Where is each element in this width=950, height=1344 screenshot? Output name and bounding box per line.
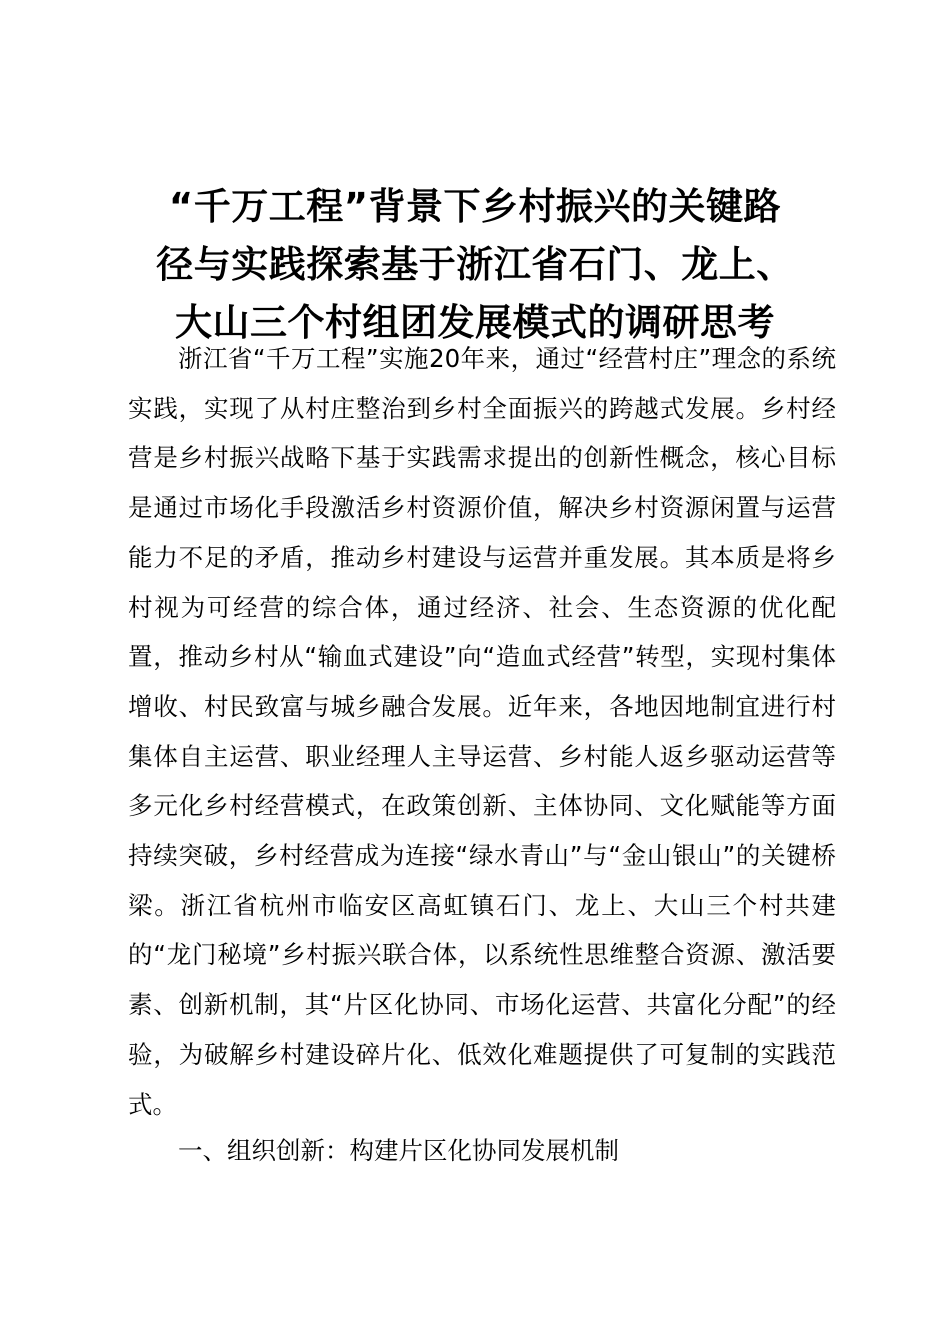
section-heading: 一、组织创新：构建片区化协同发展机制 [178, 1136, 619, 1165]
title-line-2: 径与实践探索基于浙江省石门、龙上、 [156, 243, 794, 286]
document-title [110, 178, 840, 352]
intro-paragraph: 浙江省“千万工程”实施20年来，通过“经营村庄”理念的系统实践，实现了从村庄整治到乡村全面振兴的跨越式发展。乡村经营是乡村振兴战略下基于实践需求提出的创新性概念，核心目标是通过市场化手段激活乡村资源价值，解决乡村资源闲置与运营能力不足的矛盾，推动乡村建设与运营并重发展。其本质是将乡村视为可经营的综合体，通过经济、社会、生态资源的优化配置，推动乡村从“输血式建设”向“造血式经营”转型，实现村集体增收、村民致富与城乡融合发展。近年来，各地因地制宜进行村集体自主运营、职业经理人主导运营、乡村能人返乡驱动运营等多元化乡村经营模式，在政策创新、主体协同、文化赋能等方面持续突破，乡村经营成为连接“绿水青山”与“金山银山”的关键桥梁。浙江省杭州市临安区高虹镇石门、龙上、大山三个村共建的“龙门秘境”乡村振兴联合体，以系统性思维整合资源、激活要素、创新机制，其“片区化协同、市场化运营、共富化分配”的经验，为破解乡村建设碎片化、低效化难题提供了可复制的实践范式。 [128, 344, 836, 1119]
title-line-1: “千万工程”背景下乡村振兴的关键路 [168, 185, 782, 228]
title-line-3: 大山三个村组团发展模式的调研思考 [175, 301, 775, 344]
document-body [128, 334, 836, 1129]
